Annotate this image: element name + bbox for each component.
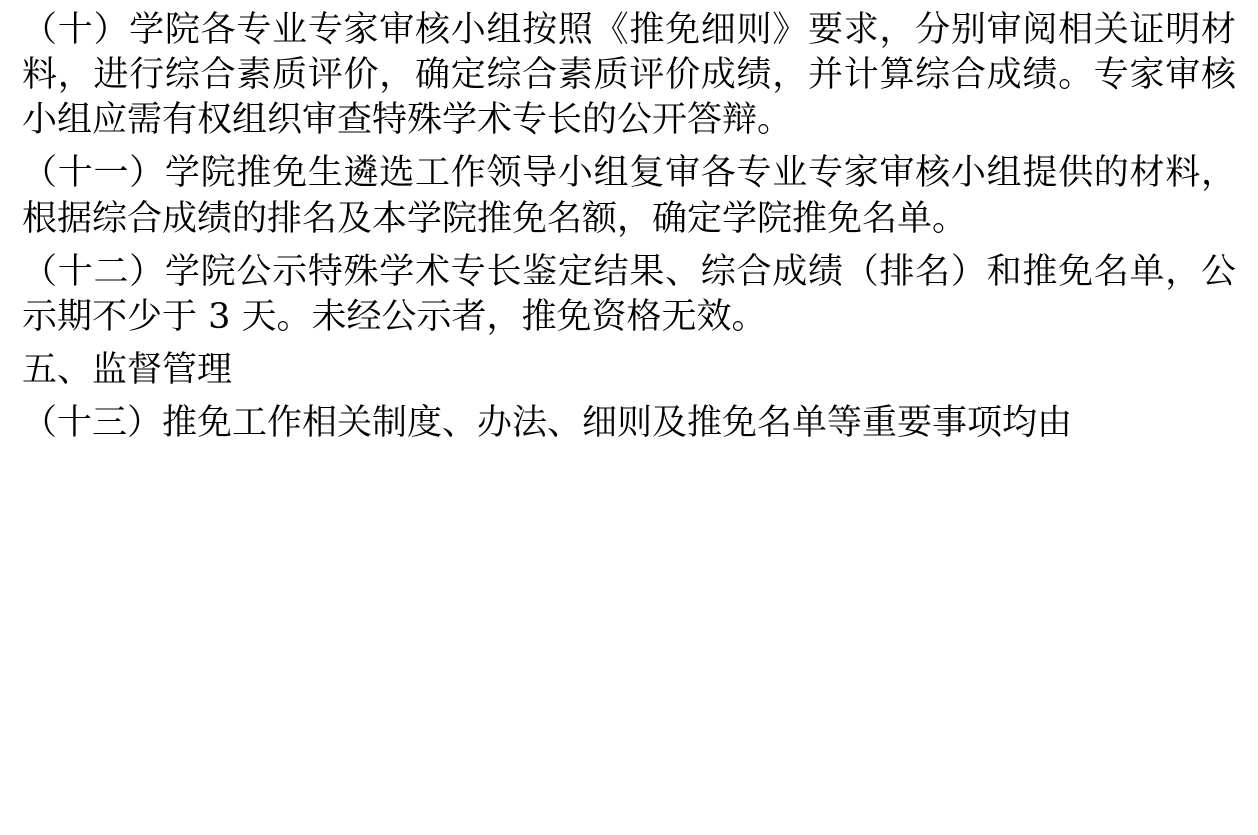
paragraph-item-13: （十三）推免工作相关制度、办法、细则及推免名单等重要事项均由: [22, 403, 1073, 444]
section-heading-supervision: 五、监督管理: [22, 349, 233, 390]
paragraph-item-12: （十二）学院公示特殊学术专长鉴定结果、综合成绩（排名）和推免名单，公示期不少于 3 天。未经公示者，推免资格无效。: [22, 251, 1236, 337]
paragraph-item-10: （十）学院各专业专家审核小组按照《推免细则》要求，分别审阅相关证明材料，进行综合素质评价，确定综合素质评价成绩，并计算综合成绩。专家审核小组应需有权组织审查特殊学术专长的公开答辩。: [22, 10, 1236, 141]
paragraph-item-11: （十一）学院推免生遴选工作领导小组复审各专业专家审核小组提供的材料，根据综合成绩的排名及本学院推免名额，确定学院推免名单。: [22, 153, 1236, 239]
